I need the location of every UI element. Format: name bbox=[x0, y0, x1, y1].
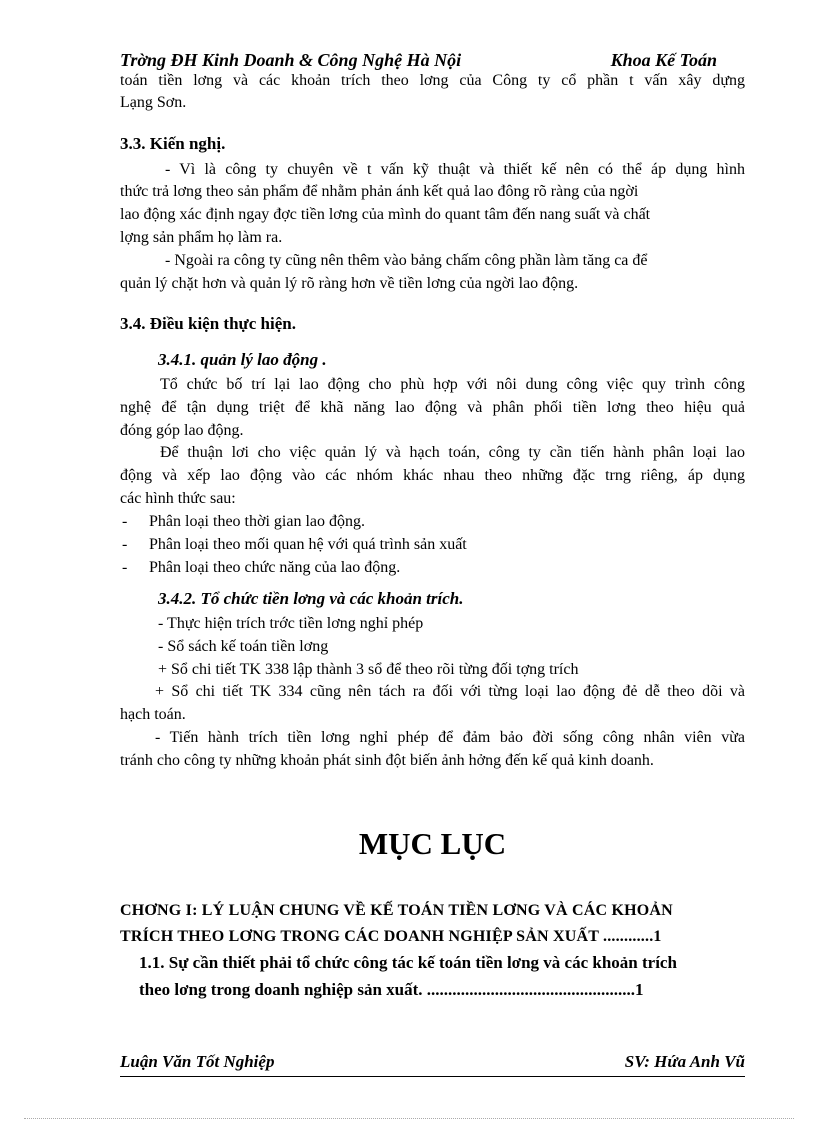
body-line: - Thực hiện trích trớc tiền lơng nghỉ phép bbox=[158, 615, 424, 632]
list-item: Phân loại theo thời gian lao động. bbox=[149, 513, 365, 530]
toc-section-1-1[interactable]: 1.1. Sự cần thiết phải tổ chức công tác kế toán tiền lơng và các khoản trích bbox=[139, 953, 677, 972]
bullet-dash: - bbox=[122, 536, 128, 553]
page-header bbox=[120, 50, 745, 72]
list-item: Phân loại theo mối quan hệ với quá trình sản xuất bbox=[149, 536, 467, 553]
body-line: tránh cho công ty những khoản phát sinh đột biến ảnh hởng đến kế quả kinh doanh. bbox=[120, 752, 654, 769]
bullet-dash: - bbox=[122, 513, 128, 530]
body-line: quản lý chặt hơn và quản lý rõ ràng hơn về tiền lơng của ngời lao động. bbox=[120, 275, 579, 292]
body-line: đóng góp lao động. bbox=[120, 422, 244, 439]
toc-chapter-1-cont[interactable]: TRÍCH THEO LƠNG TRONG CÁC DOANH NGHIỆP SẢN XUẤT ............1 bbox=[120, 928, 662, 945]
footer-thesis: Luận Văn Tốt Nghiệp bbox=[120, 1052, 275, 1071]
body-line: các hình thức sau: bbox=[120, 490, 236, 507]
footer-student: SV: Hứa Anh Vũ bbox=[624, 1052, 745, 1071]
body-line: thức trả lơng theo sản phẩm để nhằm phản ánh kết quả lao đông rõ ràng của ngời bbox=[120, 183, 639, 200]
body-line: - Ngoài ra công ty cũng nên thêm vào bảng chấm công phần làm tăng ca để bbox=[165, 252, 648, 269]
body-line: hạch toán. bbox=[120, 706, 186, 723]
body-line: + Sổ chi tiết TK 338 lập thành 3 sổ để theo rõi từng đối tợng trích bbox=[158, 661, 579, 678]
body-line: toán tiền lơng và các khoản trích theo lơng của Công ty cổ phần t vấn xây dựng bbox=[120, 72, 745, 89]
body-line: Để thuận lơi cho việc quản lý và hạch toán, công ty cần tiến hành phân loại lao bbox=[160, 444, 745, 461]
body-line: Tổ chức bố trí lại lao động cho phù hợp với nôi dung công việc quy trình công bbox=[160, 376, 745, 393]
list-item: Phân loại theo chức năng của lao động. bbox=[149, 559, 401, 576]
body-line: lợng sản phẩm họ làm ra. bbox=[120, 229, 283, 246]
page-footer bbox=[120, 1052, 745, 1077]
body-line: Lạng Sơn. bbox=[120, 94, 187, 111]
body-line: lao động xác định ngay đợc tiền lơng của mình do quant tâm đến nang suất và chất bbox=[120, 206, 651, 223]
section-heading-3-4: 3.4. Điều kiện thực hiện. bbox=[120, 314, 296, 333]
body-line: động và xếp lao động vào các nhóm khác nhau theo những đặc trng riêng, áp dụng bbox=[120, 467, 745, 484]
page-break-divider bbox=[24, 1118, 794, 1119]
toc-title: MỤC LỤC bbox=[358, 826, 507, 861]
body-line: + Sổ chi tiết TK 334 cũng nên tách ra đối với từng loại lao động đẻ dễ theo dõi và bbox=[155, 683, 745, 700]
bullet-dash: - bbox=[122, 559, 128, 576]
subsection-heading-3-4-2: 3.4.2. Tổ chức tiền lơng và các khoản trích. bbox=[158, 589, 464, 608]
toc-section-1-1-cont[interactable]: theo lơng trong doanh nghiệp sản xuất. .................................................1 bbox=[139, 980, 644, 999]
body-line: - Sổ sách kế toán tiền lơng bbox=[158, 638, 329, 655]
section-heading-3-3: 3.3. Kiến nghị. bbox=[120, 134, 226, 153]
toc-chapter-1[interactable]: CHƠNG I: LÝ LUẬN CHUNG VỀ KẾ TOÁN TIỀN LƠNG VÀ CÁC KHOẢN bbox=[120, 902, 673, 919]
body-line: - Vì là công ty chuyên về t vấn kỹ thuật và thiết kế nên có thể áp dụng hình bbox=[165, 161, 745, 178]
subsection-heading-3-4-1: 3.4.1. quản lý lao động . bbox=[158, 350, 327, 369]
header-faculty: Khoa Kế Toán bbox=[610, 50, 717, 70]
header-school: Trờng ĐH Kinh Doanh & Công Nghệ Hà Nội bbox=[120, 50, 462, 70]
body-line: - Tiến hành trích tiền lơng nghỉ phép để đảm bảo đời sống công nhân viên vừa bbox=[155, 729, 745, 746]
body-line: nghệ để tận dụng triệt để khã năng lao động và phân phối tiền lơng theo hiệu quả bbox=[120, 399, 745, 416]
